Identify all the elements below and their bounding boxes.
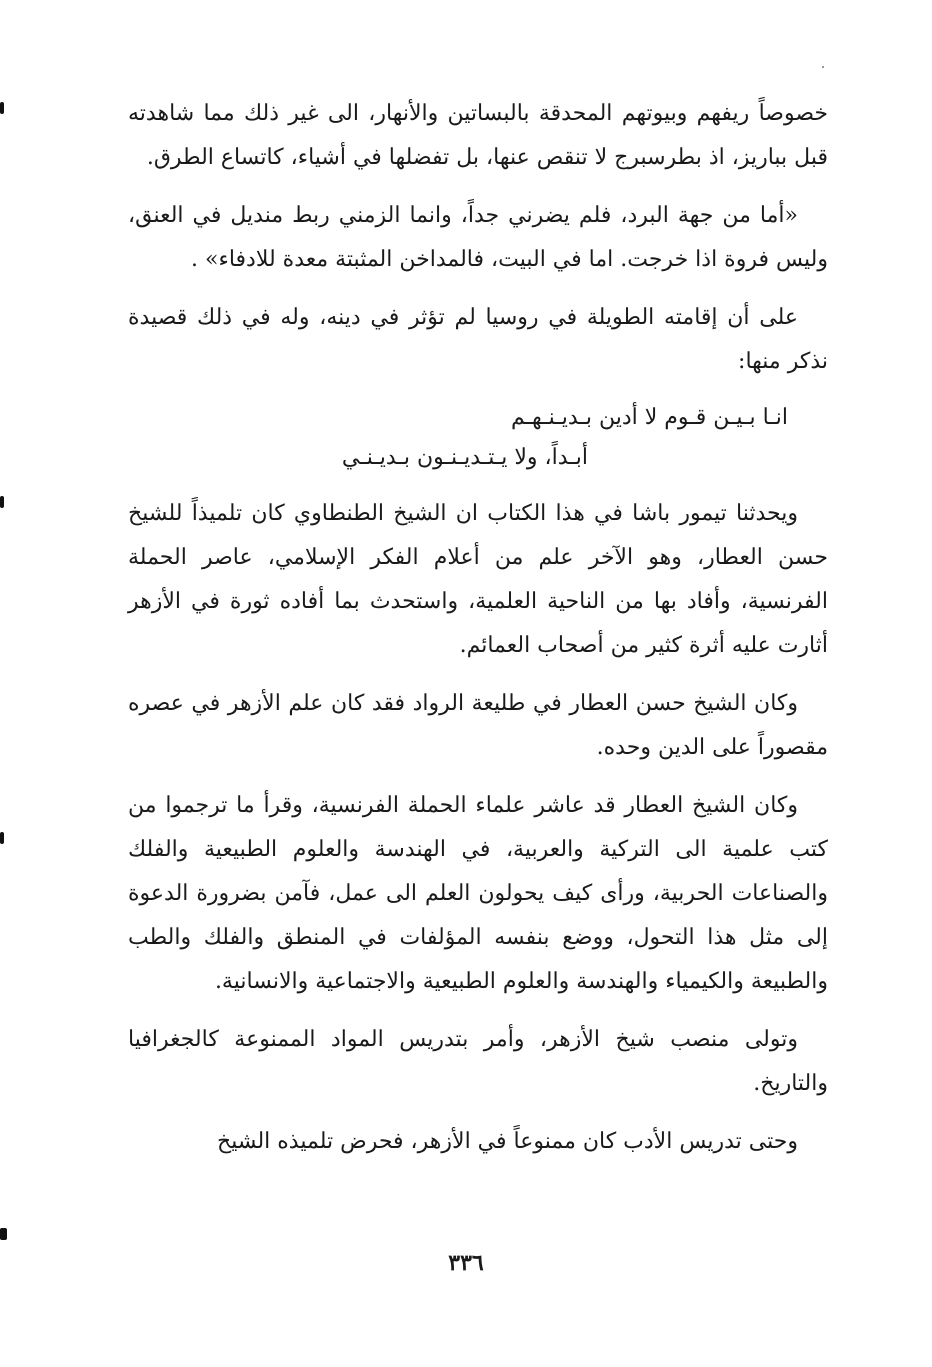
binding-mark — [0, 496, 4, 508]
paragraph — [128, 1018, 828, 1106]
poem-verse — [128, 398, 828, 478]
paragraph-text: خصوصاً ريفهم وبيوتهم المحدقة بالبساتين والأنهار، الى غير ذلك مما شاهدته قبل بباريز، اذ بطرسبرج لا تنقص عنها، بل تفضلها في أشياء، كاتساع الطرق. — [128, 101, 828, 170]
binding-mark — [0, 832, 4, 844]
paragraph — [128, 492, 828, 668]
binding-mark — [0, 1228, 7, 1240]
paragraph — [128, 296, 828, 384]
binding-mark — [0, 102, 4, 114]
paragraph — [128, 1120, 828, 1164]
body-text — [128, 92, 828, 1178]
poem-line-1: انـا بـيـن قـوم لا أدين بـديـنـهـم — [510, 405, 788, 430]
paragraph-text: «أما من جهة البرد، فلم يضرني جداً، وانما الزمني ربط منديل في العنق، وليس فروة اذا خرجت. اما في البيت، فالمداخن المثبتة معدة للادفاء» . — [128, 203, 828, 272]
paragraph — [128, 682, 828, 770]
paragraph-text: وتولى منصب شيخ الأزهر، وأمر بتدريس المواد الممنوعة كالجغرافيا والتاريخ. — [128, 1027, 828, 1096]
paragraph-text: وكان الشيخ حسن العطار في طليعة الرواد فقد كان علم الأزهر في عصره مقصوراً على الدين وحده. — [128, 691, 828, 760]
paragraph — [128, 92, 828, 180]
paragraph-text: وحتى تدريس الأدب كان ممنوعاً في الأزهر، فحرض تلميذه الشيخ — [217, 1129, 798, 1154]
poem-line-2: أبـداً، ولا يـتـديـنـون بـديـنـي — [341, 445, 588, 470]
paragraph-text: على أن إقامته الطويلة في روسيا لم تؤثر في دينه، وله في ذلك قصيدة نذكر منها: — [128, 305, 828, 374]
page-number: ٣٣٦ — [448, 1250, 484, 1276]
paragraph-text: وكان الشيخ العطار قد عاشر علماء الحملة الفرنسية، وقرأ ما ترجموا من كتب علمية الى التركية والعربية، في الهندسة والعلوم الطبيعية والفلك والصناعات الحربية، ورأى كيف يحولون العلم الى عمل، فآمن بضرورة الدعوة إلى مثل هذا التحول، ووضع بنفسه المؤلفات في المنطق والفلك والطب والطبيعة والكيمياء والهندسة والعلوم الطبيعية والاجتماعية والانسانية. — [128, 793, 828, 994]
quoted-paragraph — [128, 194, 828, 282]
paragraph — [128, 784, 828, 1004]
scan-speck — [822, 66, 824, 68]
paragraph-text: ويحدثنا تيمور باشا في هذا الكتاب ان الشيخ الطنطاوي كان تلميذاً للشيخ حسن العطار، وهو الآخر علم من أعلام الفكر الإسلامي، عاصر الحملة الفرنسية، وأفاد بها من الناحية العلمية، واستحدث بما أفاده ثورة في الأزهر أثارت عليه أثرة كثير من أصحاب العمائم. — [128, 501, 828, 658]
